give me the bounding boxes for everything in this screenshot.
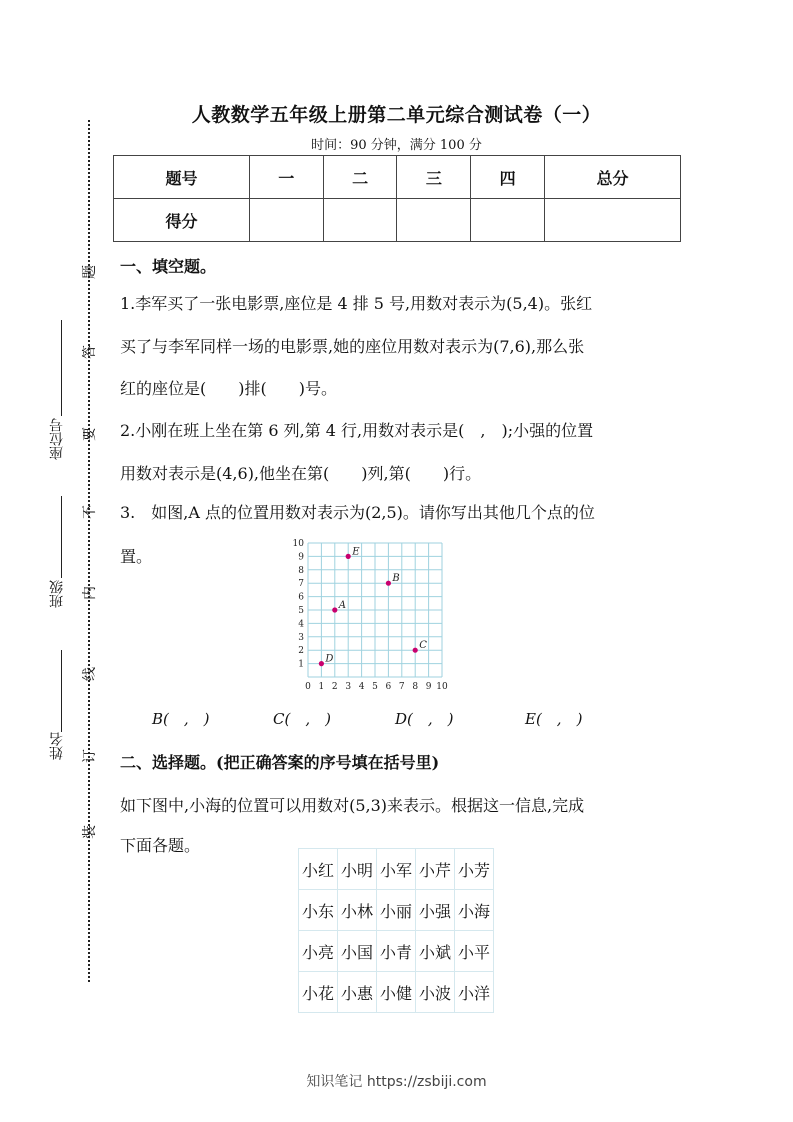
answer-d[interactable]: D( , ) <box>395 710 454 728</box>
class-label: 班级 <box>49 580 65 608</box>
y-tick-label: 1 <box>298 659 304 670</box>
y-tick-label: 8 <box>298 565 304 576</box>
seat-cell: 小花 <box>299 972 338 1013</box>
x-tick-label: 9 <box>425 682 432 692</box>
x-tick-label: 6 <box>385 682 392 692</box>
seat-cell: 小波 <box>416 972 455 1013</box>
seat-number-field[interactable] <box>61 320 62 416</box>
y-tick-label: 4 <box>298 619 304 630</box>
seat-cell: 小青 <box>377 931 416 972</box>
score-cell[interactable] <box>545 199 681 242</box>
seat-cell: 小明 <box>338 849 377 890</box>
seat-cell: 小军 <box>377 849 416 890</box>
q3-line: 3. 如图,A 点的位置用数对表示为(2,5)。请你写出其他几个点的位 <box>120 503 595 522</box>
binding-char: 要 <box>82 427 98 441</box>
coordinate-grid-chart <box>285 535 470 695</box>
class-field[interactable] <box>61 496 62 578</box>
point-d <box>319 661 324 666</box>
q1-line: 1.李军买了一张电影票,座位是 4 排 5 号,用数对表示为(5,4)。张红 <box>120 294 593 313</box>
section1-heading: 一、填空题。 <box>120 257 217 276</box>
seat-cell: 小强 <box>416 890 455 931</box>
seat-cell: 小海 <box>455 890 494 931</box>
seat-grid <box>298 848 494 1013</box>
q3-line: 置。 <box>120 547 153 566</box>
seat-cell: 小洋 <box>455 972 494 1013</box>
score-header-cell: 三 <box>397 156 471 199</box>
score-cell[interactable] <box>249 199 323 242</box>
point-label-a: A <box>338 600 347 611</box>
section2-heading: 二、选择题。(把正确答案的序号填在括号里) <box>120 753 440 772</box>
seat-cell: 小丽 <box>377 890 416 931</box>
y-tick-label: 5 <box>298 606 304 616</box>
point-b <box>386 581 391 586</box>
point-label-e: E <box>352 546 360 558</box>
y-tick-label: 6 <box>298 592 304 603</box>
binding-char: 内 <box>82 586 98 600</box>
seat-cell: 小亮 <box>299 931 338 972</box>
score-cell[interactable] <box>397 199 471 242</box>
q2-line: 用数对表示是(4,6),他坐在第( )列,第( )行。 <box>120 464 482 483</box>
answer-b[interactable]: B( , ) <box>152 710 210 728</box>
score-row-label: 得分 <box>114 199 250 242</box>
binding-char: 题 <box>82 265 98 279</box>
seat-cell: 小平 <box>455 931 494 972</box>
seat-cell: 小惠 <box>338 972 377 1013</box>
score-cell[interactable] <box>323 199 397 242</box>
seat-cell: 小国 <box>338 931 377 972</box>
point-label-d: D <box>325 653 334 665</box>
page-subtitle: 时间：90 分钟，满分 100 分 <box>311 138 482 153</box>
binding-char: 答 <box>82 345 98 359</box>
point-a <box>332 607 337 612</box>
q1-line: 红的座位是( )排( )号。 <box>120 379 337 398</box>
seat-row <box>299 972 494 1013</box>
binding-char: 不 <box>82 505 98 519</box>
y-tick-label: 7 <box>298 579 304 590</box>
y-tick-label: 10 <box>292 539 304 549</box>
x-tick-label: 8 <box>412 682 419 692</box>
binding-char: 订 <box>82 749 98 763</box>
score-header-cell: 二 <box>323 156 397 199</box>
point-c <box>413 648 418 653</box>
score-header-cell: 题号 <box>114 156 250 199</box>
seat-row <box>299 931 494 972</box>
x-tick-label: 3 <box>345 682 352 692</box>
x-tick-label: 1 <box>318 682 325 692</box>
x-tick-label: 10 <box>436 682 448 692</box>
answer-c[interactable]: C( , ) <box>273 710 331 728</box>
point-e <box>346 554 351 559</box>
seat-cell: 小林 <box>338 890 377 931</box>
x-tick-label: 5 <box>372 682 378 692</box>
point-label-b: B <box>392 573 400 585</box>
x-tick-label: 2 <box>331 682 338 692</box>
section2-intro-line: 如下图中,小海的位置可以用数对(5,3)来表示。根据这一信息,完成 <box>120 796 585 815</box>
answer-e[interactable]: E( , ) <box>525 710 583 728</box>
seat-cell: 小东 <box>299 890 338 931</box>
seat-cell: 小健 <box>377 972 416 1013</box>
seat-cell: 小红 <box>299 849 338 890</box>
page-title: 人教数学五年级上册第二单元综合测试卷（一） <box>191 104 602 126</box>
score-table <box>113 155 681 242</box>
score-header-cell: 总分 <box>545 156 681 199</box>
binding-dotted-line <box>88 120 90 982</box>
score-table-header-row <box>114 156 681 199</box>
q3-answers <box>0 708 793 732</box>
x-tick-label: 7 <box>398 682 405 692</box>
x-tick-label: 4 <box>358 682 365 692</box>
seat-row <box>299 890 494 931</box>
y-tick-label: 9 <box>298 552 304 563</box>
footer-watermark: 知识笔记 https://zsbiji.com <box>306 1074 487 1090</box>
name-label: 姓名 <box>49 732 65 760</box>
seat-cell: 小芹 <box>416 849 455 890</box>
binding-char: 线 <box>82 667 98 681</box>
seat-cell: 小斌 <box>416 931 455 972</box>
y-tick-label: 2 <box>298 646 304 657</box>
score-header-cell: 一 <box>249 156 323 199</box>
seat-number-label: 座位号 <box>49 418 65 460</box>
section2-intro-line: 下面各题。 <box>120 836 201 855</box>
q1-line: 买了与李军同样一场的电影票,她的座位用数对表示为(7,6),那么张 <box>120 337 585 356</box>
binding-char: 装 <box>82 825 98 839</box>
score-cell[interactable] <box>471 199 545 242</box>
point-label-c: C <box>419 640 427 652</box>
q2-line: 2.小刚在班上坐在第 6 列,第 4 行,用数对表示是( , );小强的位置 <box>120 421 594 440</box>
score-header-cell: 四 <box>471 156 545 199</box>
x-tick-label: 0 <box>305 682 311 692</box>
y-tick-label: 3 <box>298 632 304 643</box>
score-table-score-row <box>114 199 681 242</box>
seat-cell: 小芳 <box>455 849 494 890</box>
seat-row <box>299 849 494 890</box>
